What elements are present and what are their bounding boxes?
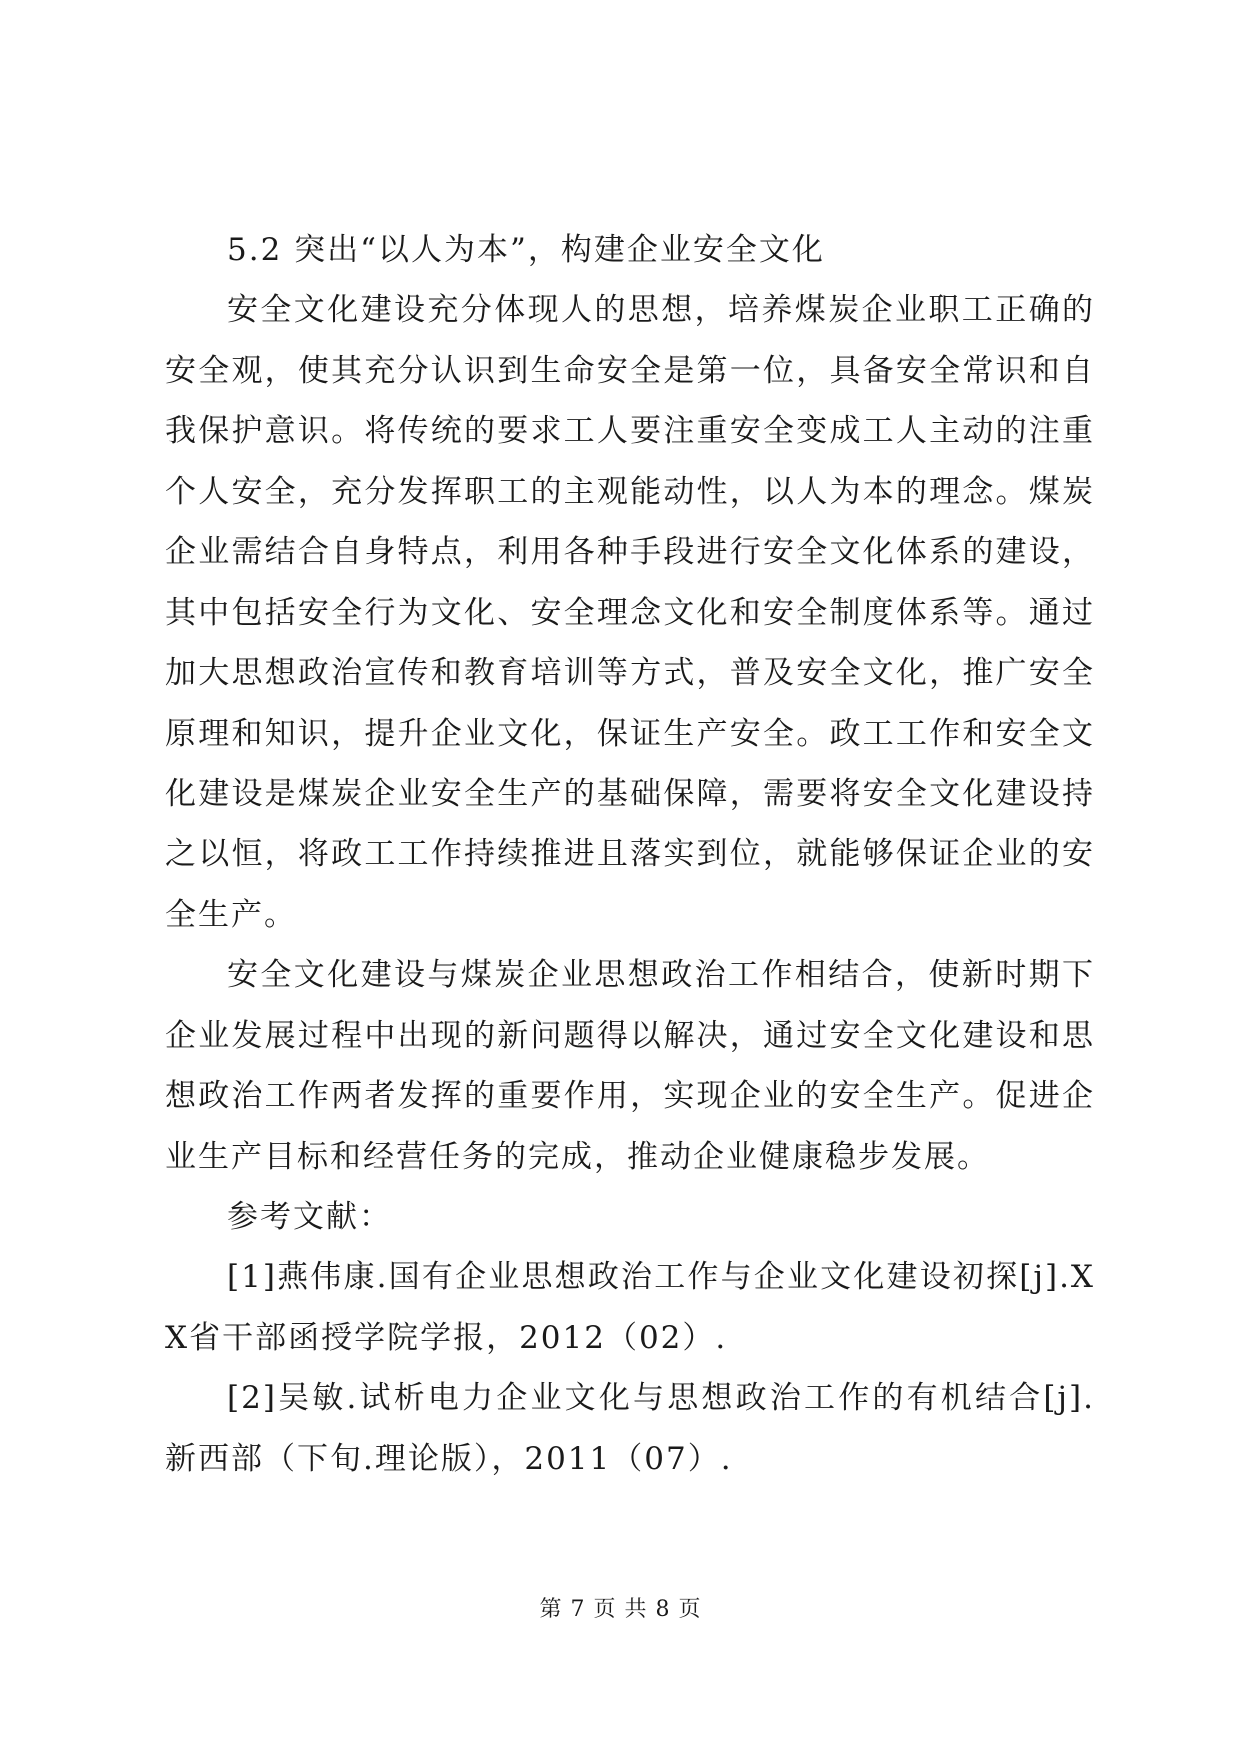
page-number-label: 第 7 页 共 8 页 xyxy=(539,1597,702,1622)
reference-1: [1]燕伟康.国有企业思想政治工作与企业文化建设初探[j].XX省干部函授学院学报，2012（02）. xyxy=(165,1259,1095,1356)
document-body xyxy=(165,220,1095,1489)
references-title: 参考文献： xyxy=(227,1199,392,1235)
paragraph-1: 安全文化建设充分体现人的思想，培养煤炭企业职工正确的安全观，使其充分认识到生命安全是第一位，具备安全常识和自我保护意识。将传统的要求工人要注重安全变成工人主动的注重个人安全，充分发挥职工的主观能动性，以人为本的理念。煤炭企业需结合自身特点，利用各种手段进行安全文化体系的建设，其中包括安全行为文化、安全理念文化和安全制度体系等。通过加大思想政治宣传和教育培训等方式，普及安全文化，推广安全原理和知识，提升企业文化，保证生产安全。政工工作和安全文化建设是煤炭企业安全生产的基础保障，需要将安全文化建设持之以恒，将政工工作持续推进且落实到位，就能够保证企业的安全生产。 xyxy=(165,292,1095,933)
reference-2: [2]吴敏.试析电力企业文化与思想政治工作的有机结合[j].新西部（下旬.理论版），2011（07）. xyxy=(165,1380,1095,1477)
page-footer xyxy=(0,1592,1241,1623)
paragraph-2: 安全文化建设与煤炭企业思想政治工作相结合，使新时期下企业发展过程中出现的新问题得以解决，通过安全文化建设和思想政治工作两者发挥的重要作用，实现企业的安全生产。促进企业生产目标和经营任务的完成，推动企业健康稳步发展。 xyxy=(165,957,1095,1175)
section-heading: 5.2 突出“以人为本”，构建企业安全文化 xyxy=(227,232,825,268)
